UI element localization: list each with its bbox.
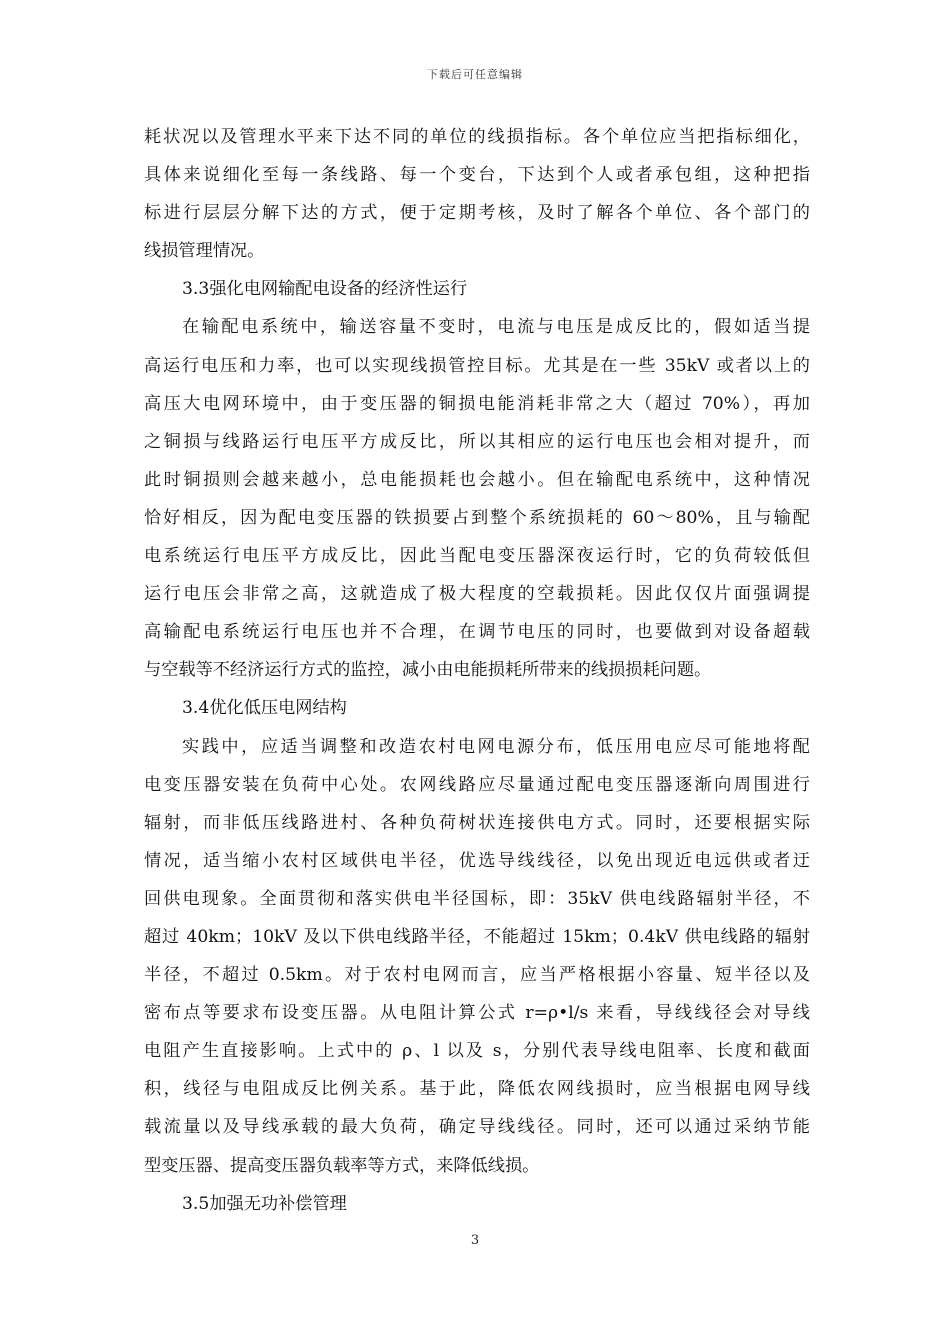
text-line: 此时铜损则会越来越小，总电能损耗也会越小。但在输配电系统中，这种情况 — [144, 469, 810, 490]
text-line: 之铜损与线路运行电压平方成反比，所以其相应的运行电压也会相对提升，而 — [144, 431, 810, 452]
text-line: 积，线径与电阻成反比例关系。基于此，降低农网线损时，应当根据电网导线 — [144, 1079, 810, 1100]
text-line: 耗状况以及管理水平来下达不同的单位的线损指标。各个单位应当把指标细化， — [144, 127, 810, 147]
text-line: 回供电现象。全面贯彻和落实供电半径国标，即：35kV 供电线路辐射半径，不 — [144, 888, 810, 909]
section-heading-3-4: 3.4优化低压电网结构 — [182, 698, 347, 719]
text-line: 线损管理情况。 — [144, 241, 265, 262]
document-body — [144, 118, 810, 1223]
paragraph-economic-operation — [144, 308, 810, 689]
text-line: 电阻产生直接影响。上式中的 ρ、l 以及 s，分别代表导线电阻率、长度和截面 — [144, 1041, 810, 1062]
text-line: 密布点等要求布设变压器。从电阻计算公式 r=ρ•l/s 来看，导线线径会对导线 — [144, 1003, 810, 1024]
text-line: 电系统运行电压平方成反比，因此当配电变压器深夜运行时，它的负荷较低但 — [144, 546, 810, 567]
text-line: 高输配电系统运行电压也并不合理，在调节电压的同时，也要做到对设备超载 — [144, 622, 810, 643]
text-line: 载流量以及导线承载的最大负荷，确定导线线径。同时，还可以通过采纳节能 — [144, 1117, 810, 1138]
page-number: 3 — [470, 1233, 480, 1248]
paragraph-line-loss-indicators — [144, 118, 810, 270]
text-line: 半径，不超过 0.5km。对于农村电网而言，应当严格根据小容量、短半径以及 — [144, 965, 810, 986]
paragraph-low-voltage-structure — [144, 728, 810, 1185]
text-line: 运行电压会非常之高，这就造成了极大程度的空载损耗。因此仅仅片面强调提 — [144, 584, 810, 605]
text-line: 高压大电网环境中，由于变压器的铜损电能消耗非常之大（超过 70%），再加 — [144, 393, 810, 414]
text-line: 与空载等不经济运行方式的监控，减小由电能损耗所带来的线损损耗问题。 — [144, 660, 712, 681]
text-line: 实践中，应适当调整和改造农村电网电源分布，低压用电应尽可能地将配 — [182, 736, 810, 757]
text-line: 电变压器安装在负荷中心处。农网线路应尽量通过配电变压器逐渐向周围进行 — [144, 774, 810, 795]
page-header: 下载后可任意编辑 — [427, 68, 523, 81]
text-line: 在输配电系统中，输送容量不变时，电流与电压是成反比的，假如适当提 — [182, 317, 810, 338]
text-line: 具体来说细化至每一条线路、每一个变台，下达到个人或者承包组，这种把指 — [144, 165, 810, 186]
section-heading-3-3: 3.3强化电网输配电设备的经济性运行 — [182, 279, 468, 300]
text-line: 型变压器、提高变压器负载率等方式，来降低线损。 — [144, 1155, 540, 1176]
text-line: 超过 40km；10kV 及以下供电线路半径，不能超过 15km；0.4kV 供电线路的辐射 — [144, 926, 810, 947]
text-line: 恰好相反，因为配电变压器的铁损要占到整个系统损耗的 60～80%，且与输配 — [144, 507, 810, 528]
text-line: 标进行层层分解下达的方式，便于定期考核，及时了解各个单位、各个部门的 — [144, 203, 810, 224]
text-line: 辐射，而非低压线路进村、各种负荷树状连接供电方式。同时，还要根据实际 — [144, 812, 810, 833]
text-line: 情况，适当缩小农村区域供电半径，优选导线线径，以免出现近电远供或者迂 — [144, 850, 810, 871]
text-line: 高运行电压和力率，也可以实现线损管控目标。尤其是在一些 35kV 或者以上的 — [144, 355, 810, 376]
section-heading-3-5: 3.5加强无功补偿管理 — [182, 1193, 347, 1214]
